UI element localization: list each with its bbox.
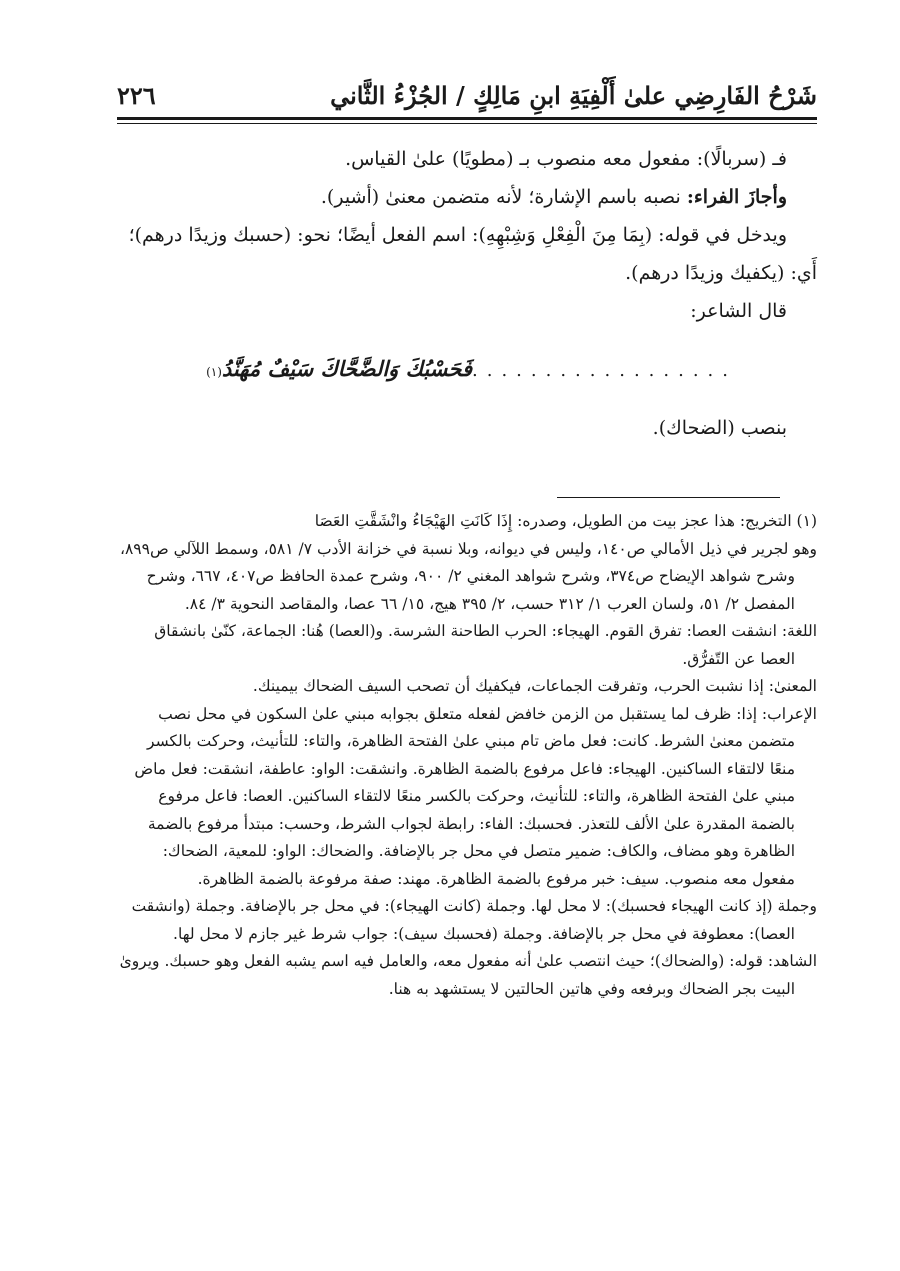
paragraph: ويدخل في قوله: (بِمَا مِنَ الْفِعْلِ وَشِبْهِهِ): اسم الفعل أيضًا؛ نحو: (حسبك وزيدًا درهم)؛ أَي: (يكفيك وزيدًا درهم).	[128, 224, 817, 284]
verse-first-hemistich: ..................	[472, 360, 737, 381]
paragraph: بنصب (الضحاك).	[652, 417, 787, 439]
paragraph	[117, 178, 817, 216]
page-header	[117, 78, 817, 112]
paragraph: فـ (سربالًا): مفعول معه منصوب بـ (مطويًا) علىٰ القياس.	[345, 148, 787, 170]
poetry-verse	[117, 350, 817, 391]
paragraph: قال الشاعر:	[690, 300, 787, 322]
main-text	[117, 140, 817, 447]
paragraph-text: نصبه باسم الإشارة؛ لأنه متضمن معنىٰ (أشير).	[320, 186, 687, 208]
footnote-reference: (١)	[206, 365, 222, 379]
footnote-line: وجملة (إذ كانت الهيجاء فحسبك): لا محل لها. وجملة (كانت الهيجاء): في محل جر بالإضافة. وجملة (وانشقت العصا): معطوفة في محل جر بالإضافة. وجملة (فحسبك سيف): جواب شرط غير جازم لا محل لها.	[131, 897, 817, 943]
footnote-line: (١) التخريج: هذا عجز بيت من الطويل، وصدره: إِذَا كَانَتِ الهَيْجَاءُ وانْشَقَّتِ العَصَا	[314, 512, 817, 530]
footnote-line: الشاهد: قوله: (والضحاك)؛ حيث انتصب علىٰ أنه مفعول معه، والعامل فيه اسم يشبه الفعل وهو حسبك. ويروىٰ البيت بجر الضحاك وبرفعه وفي هاتين الحالتين لا يستشهد به هنا.	[119, 952, 817, 998]
verse-second-hemistich: فَحَسْبُكَ وَالضَّحَّاكَ سَيْفٌ مُهَنَّدُ	[221, 356, 472, 381]
footnote-line: وهو لجرير في ذيل الأمالي ص١٤٠، وليس في ديوانه، وبلا نسبة في خزانة الأدب ٧/ ٥٨١، وسمط اللآلي ص٨٩٩، وشرح شواهد الإيضاح ص٣٧٤، وشرح شواهد المغني ٢/ ٩٠٠، وشرح عمدة الحافظ ص٤٠٧، ٦٦٧، وشرح المفصل ٢/ ٥١، ولسان العرب ١/ ٣١٢ حسب، ٢/ ٣٩٥ هيج، ١٥/ ٦٦ عصا، والمقاصد النحوية ٣/ ٨٤.	[119, 539, 817, 613]
page-number: ٢٢٦	[117, 80, 156, 110]
header-rule-thin	[117, 123, 817, 124]
bold-term: وأجازَ الفراء:	[686, 186, 787, 208]
footnote-line: اللغة: انشقت العصا: تفرق القوم. الهيجاء: الحرب الطاحنة الشرسة. و(العصا) هُنا: الجماعة، كنّىٰ بانشقاق العصا عن التّفرُّق.	[154, 622, 817, 668]
footnotes	[117, 508, 817, 1003]
footnote-line: المعنىٰ: إذا نشبت الحرب، وتفرقت الجماعات، فيكفيك أن تصحب السيف الضحاك بيمينك.	[252, 677, 817, 695]
footnote-line: الإعراب: إذا: ظرف لما يستقبل من الزمن خافض لفعله متعلق بجوابه مبني علىٰ السكون في محل نصب متضمن معنىٰ الشرط. كانت: فعل ماض تام مبني علىٰ الفتحة الظاهرة، والتاء: للتأنيث، وحركت بالكسر منعًا لالتقاء الساكنين. الهيجاء: فاعل مرفوع بالضمة الظاهرة. وانشقت: الواو: عاطفة، انشقت: فعل ماض مبني علىٰ الفتحة الظاهرة، والتاء: للتأنيث، وحركت بالكسر منعًا لالتقاء الساكنين. العصا: فاعل مرفوع بالضمة المقدرة علىٰ الألف للتعذر. فحسبك: الفاء: رابطة لجواب الشرط، وحسب: مبتدأ مرفوع بالضمة الظاهرة وهو مضاف، والكاف: ضمير متصل في محل جر بالإضافة. والضحاك: الواو: للمعية، الضحاك: مفعول معه منصوب. سيف: خبر مرفوع بالضمة الظاهرة. مهند: صفة مرفوعة بالضمة الظاهرة.	[134, 704, 817, 888]
header-rule	[117, 117, 817, 120]
header-title: شَرْحُ الفَارِضِي علىٰ أَلْفِيَةِ ابنِ مَالِكٍ / الجُزْءُ الثَّاني	[330, 80, 817, 110]
footnote-separator	[557, 497, 780, 498]
